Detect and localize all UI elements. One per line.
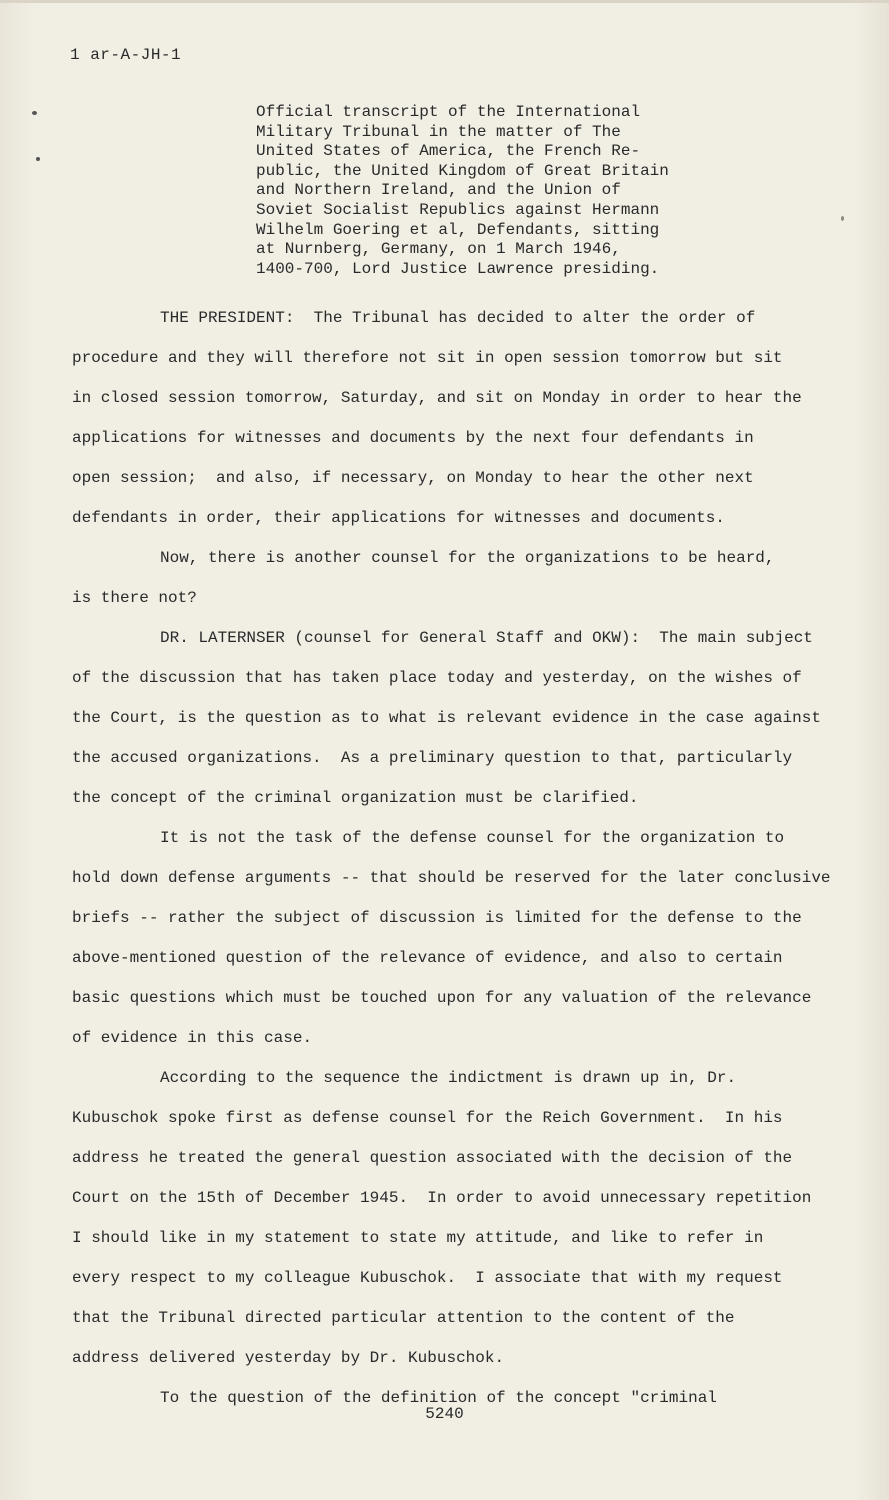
- body-line: Court on the 15th of December 1945. In order to avoid unnecessary repetition: [72, 1189, 812, 1207]
- body-line: that the Tribunal directed particular attention to the content of the: [72, 1309, 735, 1327]
- body-line: above-mentioned question of the relevance of evidence, and also to certain: [72, 949, 783, 967]
- body-line: defendants in order, their applications for witnesses and documents.: [72, 509, 725, 527]
- body-line: every respect to my colleague Kubuschok. I associate that with my request: [72, 1269, 783, 1287]
- body-line: open session; and also, if necessary, on Monday to hear the other next: [72, 469, 754, 487]
- body-line: in closed session tomorrow, Saturday, and sit on Monday in order to hear the: [72, 389, 802, 407]
- heading-line: Soviet Socialist Republics against Hermann: [256, 200, 660, 219]
- body-line: the accused organizations. As a preliminary question to that, particularly: [72, 749, 793, 767]
- body-line: of the discussion that has taken place today and yesterday, on the wishes of: [72, 669, 802, 687]
- ink-speck-mark: [36, 157, 40, 161]
- ink-speck-mark: [841, 216, 844, 221]
- transcript-heading: [256, 103, 706, 279]
- heading-line: Official transcript of the International: [256, 103, 641, 121]
- body-line: Kubuschok spoke first as defense counsel for the Reich Government. In his: [72, 1109, 783, 1127]
- ink-speck-mark: [32, 111, 37, 115]
- heading-line: 1400-700, Lord Justice Lawrence presiding.: [256, 259, 660, 278]
- body-line: is there not?: [72, 589, 197, 607]
- body-line: hold down defense arguments -- that should be reserved for the later conclusive: [72, 869, 831, 887]
- heading-line: public, the United Kingdom of Great Britain: [256, 161, 669, 180]
- body-line: To the question of the definition of the concept "criminal: [160, 1389, 717, 1407]
- heading-line: at Nurnberg, Germany, on 1 March 1946,: [256, 240, 621, 259]
- document-code: 1 ar-A-JH-1: [70, 46, 182, 64]
- heading-line: Wilhelm Goering et al, Defendants, sitting: [256, 220, 660, 239]
- body-line: basic questions which must be touched upon for any valuation of the relevance: [72, 989, 812, 1007]
- body-line: I should like in my statement to state my attitude, and like to refer in: [72, 1229, 764, 1247]
- heading-line: United States of America, the French Re-: [256, 142, 641, 161]
- body-line: address delivered yesterday by Dr. Kubuschok.: [72, 1349, 505, 1367]
- body-line: DR. LATERNSER (counsel for General Staff and OKW): The main subject: [160, 629, 813, 647]
- body-line: Now, there is another counsel for the organizations to be heard,: [160, 549, 775, 567]
- body-line: address he treated the general question associated with the decision of the: [72, 1149, 793, 1167]
- body-line: It is not the task of the defense counsel for the organization to: [160, 829, 785, 847]
- body-line: the Court, is the question as to what is relevant evidence in the case against: [72, 709, 821, 727]
- page-number: 5240: [425, 1405, 464, 1423]
- body-line: THE PRESIDENT: The Tribunal has decided to alter the order of: [160, 309, 756, 327]
- body-line: the concept of the criminal organization must be clarified.: [72, 789, 639, 807]
- body-line: of evidence in this case.: [72, 1029, 313, 1047]
- body-line: briefs -- rather the subject of discussion is limited for the defense to the: [72, 909, 802, 927]
- body-line: According to the sequence the indictment is drawn up in, Dr.: [160, 1069, 737, 1087]
- body-line: applications for witnesses and documents by the next four defendants in: [72, 429, 754, 447]
- body-line: procedure and they will therefore not sit in open session tomorrow but sit: [72, 349, 783, 367]
- transcript-body: [72, 298, 852, 1418]
- heading-line: and Northern Ireland, and the Union of: [256, 181, 621, 200]
- heading-line: Military Tribunal in the matter of The: [256, 122, 621, 141]
- page-top-edge: [0, 0, 889, 3]
